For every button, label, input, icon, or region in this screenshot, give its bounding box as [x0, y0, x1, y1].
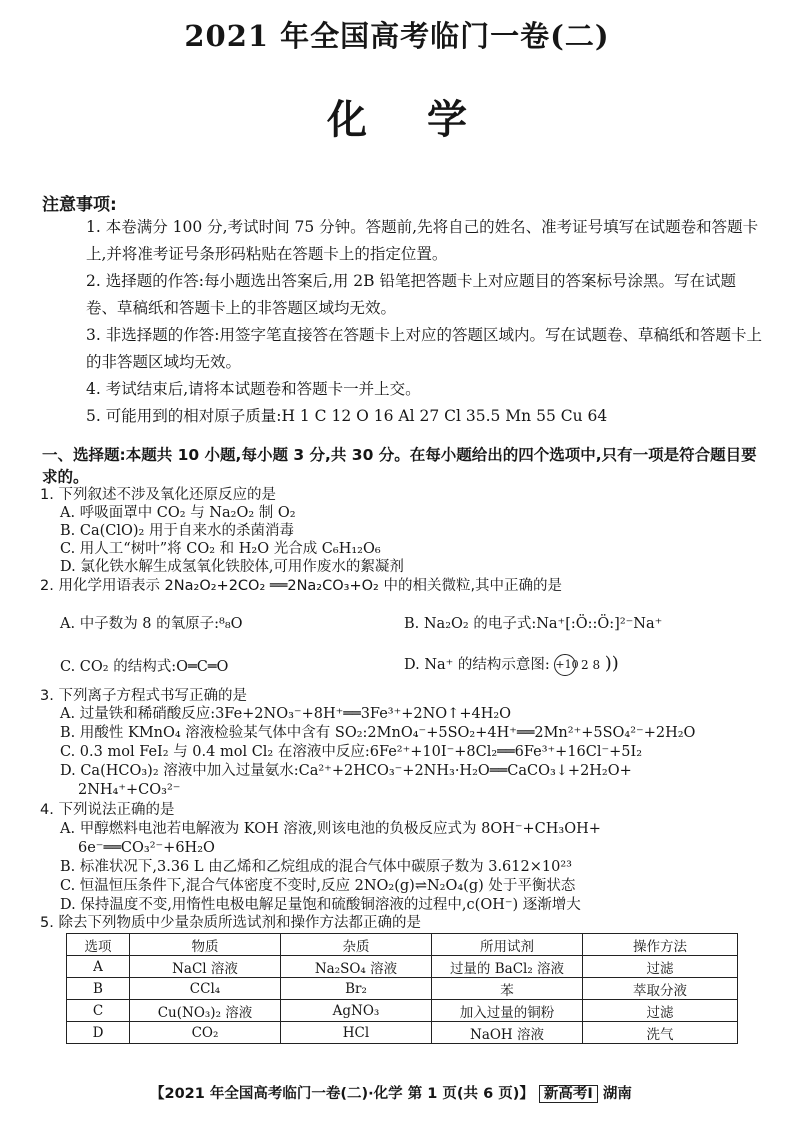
q2-option-d-label: D. Na⁺ 的结构示意图:	[404, 657, 550, 673]
subject-title: 化学	[327, 96, 527, 143]
q1-option-c: C. 用人工“树叶”将 CO₂ 和 H₂O 光合成 C₆H₁₂O₆	[60, 541, 381, 557]
table-row	[67, 978, 738, 1000]
table-cell: CCl₄	[130, 978, 281, 1000]
table-cell: B	[67, 978, 130, 1000]
q4-option-a-line1: A. 甲醇燃料电池若电解液为 KOH 溶液,则该电池的负极反应式为 8OH⁻+CH₃OH+	[60, 821, 601, 837]
table-cell: 萃取分液	[583, 978, 738, 1000]
notice-item-2: 2. 选择题的作答:每小题选出答案后,用 2B 铅笔把答题卡上对应题目的答案标号涂黑。写在试题卷、草稿纸和答题卡上的非答题区域均无效。	[86, 272, 736, 317]
table-header-row	[67, 934, 738, 956]
table-cell: 过滤	[583, 956, 738, 978]
table-row	[67, 956, 738, 978]
exam-title: 2021 年全国高考临门一卷(二)	[184, 19, 610, 53]
q1-option-b: B. Ca(ClO)₂ 用于自来水的杀菌消毒	[60, 523, 294, 539]
q3-option-b: B. 用酸性 KMnO₄ 溶液检验某气体中含有 SO₂:2MnO₄⁻+5SO₂+4H⁺══2Mn²⁺+5SO₄²⁻+2H₂O	[60, 725, 696, 741]
table-cell: Na₂SO₄ 溶液	[281, 956, 432, 978]
table-header-cell: 物质	[130, 934, 281, 956]
q1-option-d: D. 氯化铁水解生成氢氧化铁胶体,可用作废水的絮凝剂	[60, 559, 404, 575]
table-cell: 过滤	[583, 1000, 738, 1022]
q5-table	[66, 933, 738, 1044]
nucleus-circle-icon: +10	[554, 654, 576, 676]
q3-option-d-line1: D. Ca(HCO₃)₂ 溶液中加入过量氨水:Ca²⁺+2HCO₃⁻+2NH₃·H₂O══CaCO₃↓+2H₂O+	[60, 763, 632, 779]
table-header-cell: 选项	[67, 934, 130, 956]
q2-option-b: B. Na₂O₂ 的电子式:Na⁺[:Ö::Ö:]²⁻Na⁺	[404, 616, 663, 632]
q2-stem: 2. 用化学用语表示 2Na₂O₂+2CO₂ ══2Na₂CO₃+O₂ 中的相关微粒,其中正确的是	[40, 578, 563, 594]
footer-tag: 新高考Ⅰ	[539, 1085, 598, 1103]
q4-stem: 4. 下列说法正确的是	[40, 802, 175, 818]
table-cell: C	[67, 1000, 130, 1022]
table-cell: CO₂	[130, 1022, 281, 1044]
table-header-cell: 操作方法	[583, 934, 738, 956]
q4-option-a-line2: 6e⁻══CO₃²⁻+6H₂O	[78, 840, 215, 856]
notice-item-1: 1. 本卷满分 100 分,考试时间 75 分钟。答题前,先将自己的姓名、准考证号填写在试题卷和答题卡上,并将准考证号条形码粘贴在答题卡上的指定位置。	[86, 218, 759, 263]
table-cell: Cu(NO₃)₂ 溶液	[130, 1000, 281, 1022]
q3-stem: 3. 下列离子方程式书写正确的是	[40, 688, 247, 704]
notice-item-4: 4. 考试结束后,请将本试题卷和答题卡一并上交。	[86, 380, 421, 398]
q3-option-a: A. 过量铁和稀硝酸反应:3Fe+2NO₃⁻+8H⁺══3Fe³⁺+2NO↑+4H₂O	[60, 706, 512, 722]
q1-stem: 1. 下列叙述不涉及氧化还原反应的是	[40, 487, 276, 503]
table-cell: NaOH 溶液	[432, 1022, 583, 1044]
q1-option-a: A. 呼吸面罩中 CO₂ 与 Na₂O₂ 制 O₂	[60, 505, 296, 521]
table-row	[67, 1000, 738, 1022]
footer-region: 湖南	[602, 1086, 632, 1102]
table-header-cell: 杂质	[281, 934, 432, 956]
table-cell: HCl	[281, 1022, 432, 1044]
q3-option-c: C. 0.3 mol FeI₂ 与 0.4 mol Cl₂ 在溶液中反应:6Fe²⁺+10I⁻+8Cl₂══6Fe³⁺+16Cl⁻+5I₂	[60, 744, 643, 760]
notice-item-3: 3. 非选择题的作答:用签字笔直接答在答题卡上对应的答题区域内。写在试题卷、草稿纸和答题卡上的非答题区域均无效。	[86, 326, 762, 371]
electron-shells: 2 8	[581, 658, 601, 672]
q2-option-c: C. CO₂ 的结构式:O═C═O	[60, 659, 229, 675]
notice-heading: 注意事项:	[42, 195, 117, 215]
table-cell: 苯	[432, 978, 583, 1000]
q2-option-d	[404, 653, 619, 676]
footer-text: 【2021 年全国高考临门一卷(二)·化学 第 1 页(共 6 页)】	[150, 1086, 534, 1102]
table-cell: AgNO₃	[281, 1000, 432, 1022]
q5-stem: 5. 除去下列物质中少量杂质所选试剂和操作方法都正确的是	[40, 915, 421, 931]
table-cell: A	[67, 956, 130, 978]
table-cell: 过量的 BaCl₂ 溶液	[432, 956, 583, 978]
q3-option-d-line2: 2NH₄⁺+CO₃²⁻	[78, 782, 181, 798]
table-header-cell: 所用试剂	[432, 934, 583, 956]
section-1-heading: 一、选择题:本题共 10 小题,每小题 3 分,共 30 分。在每小题给出的四个选项中,只有一项是符合题目要求的。	[42, 446, 757, 486]
shell-arc-icon: ))	[604, 653, 619, 674]
table-cell: 洗气	[583, 1022, 738, 1044]
table-cell: NaCl 溶液	[130, 956, 281, 978]
q2-option-a: A. 中子数为 8 的氧原子:⁸₈O	[60, 616, 243, 632]
table-row	[67, 1022, 738, 1044]
q4-option-c: C. 恒温恒压条件下,混合气体密度不变时,反应 2NO₂(g)⇌N₂O₄(g) 处于平衡状态	[60, 878, 576, 894]
table-cell: D	[67, 1022, 130, 1044]
table-cell: 加入过量的铜粉	[432, 1000, 583, 1022]
notice-item-5: 5. 可能用到的相对原子质量:H 1 C 12 O 16 Al 27 Cl 35.5 Mn 55 Cu 64	[86, 407, 608, 425]
q4-option-b: B. 标准状况下,3.36 L 由乙烯和乙烷组成的混合气体中碳原子数为 3.612×10²³	[60, 859, 572, 875]
q4-option-d: D. 保持温度不变,用惰性电极电解足量饱和硫酸铜溶液的过程中,c(OH⁻) 逐渐增大	[60, 897, 581, 913]
table-cell: Br₂	[281, 978, 432, 1000]
page-footer	[150, 1082, 632, 1103]
